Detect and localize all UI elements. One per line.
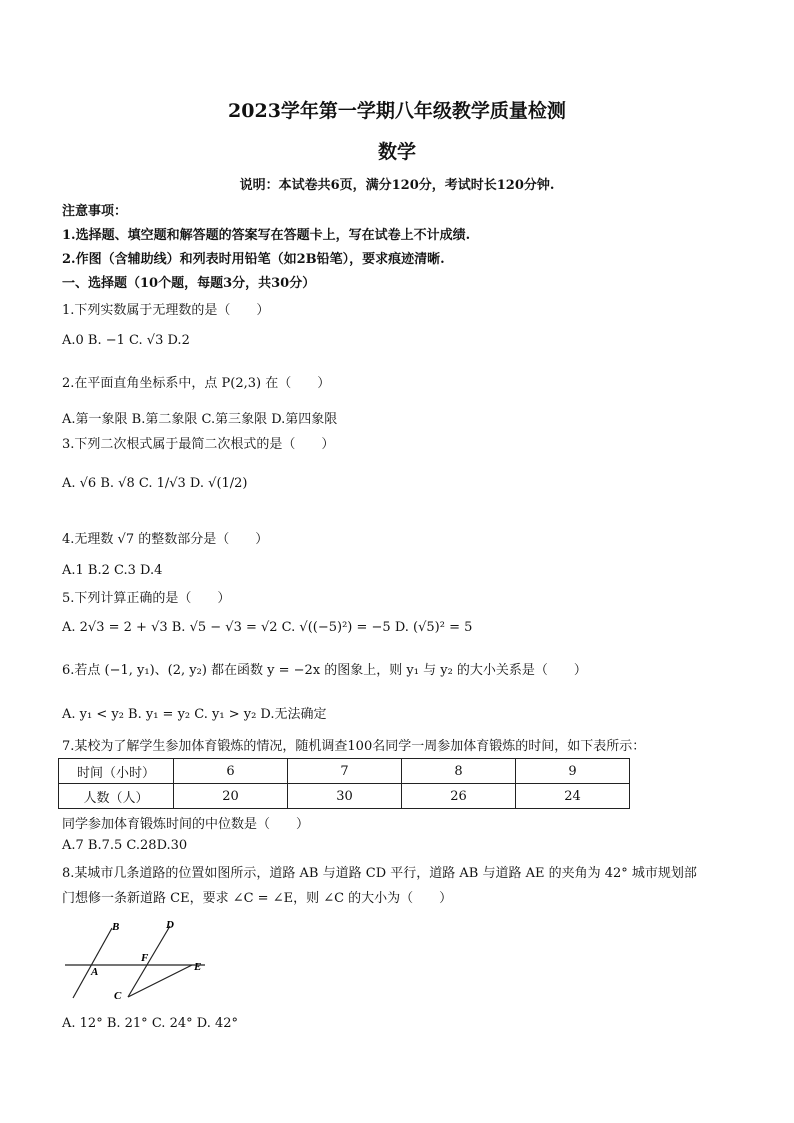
table-cell: 7 <box>288 759 402 784</box>
table-row <box>59 759 630 784</box>
figure-label-f: F <box>141 952 149 964</box>
question-1-stem: 1.下列实数属于无理数的是（ ） <box>62 303 270 318</box>
table-cell: 6 <box>174 759 288 784</box>
question-4-options: A.1 B.2 C.3 D.4 <box>62 563 163 578</box>
table-cell: 人数（人） <box>59 784 174 809</box>
table-row <box>59 784 630 809</box>
figure-label-b: B <box>112 921 120 933</box>
question-1-options: A.0 B. −1 C. √3 D.2 <box>62 333 190 348</box>
question-7-stem: 7.某校为了解学生参加体育锻炼的情况，随机调查100名同学一周参加体育锻炼的时间，如下表所示： <box>62 739 646 754</box>
question-8-stem: 8.某城市几条道路的位置如图所示，道路 AB 与道路 CD 平行，道路 AB 与道路 AE 的夹角为 42° 城市规划部 <box>62 866 697 881</box>
table-cell: 30 <box>288 784 402 809</box>
notice-heading: 注意事项： <box>62 204 128 219</box>
road-line-ab <box>73 928 112 998</box>
table-cell: 9 <box>516 759 630 784</box>
table-cell: 8 <box>402 759 516 784</box>
question-6-stem: 6.若点 (−1, y₁)、(2, y₂) 都在函数 y = −2x 的图象上，则 y₁ 与 y₂ 的大小关系是（ ） <box>62 663 587 678</box>
question-2-options: A.第一象限 B.第二象限 C.第三象限 D.第四象限 <box>62 412 338 427</box>
question-3-stem: 3.下列二次根式属于最简二次根式的是（ ） <box>62 437 335 452</box>
section-1-title: 一、选择题（10个题，每题3分，共30分） <box>62 276 316 291</box>
table-cell: 20 <box>174 784 288 809</box>
question-2-stem: 2.在平面直角坐标系中，点 P(2,3) 在（ ） <box>62 376 331 391</box>
subject-title: 数学 <box>377 141 416 163</box>
exercise-time-table <box>58 758 630 809</box>
table-cell: 时间（小时） <box>59 759 174 784</box>
figure-label-d: D <box>166 919 174 931</box>
figure-label-c: C <box>114 990 122 1002</box>
question-7-options: A.7 B.7.5 C.28D.30 <box>62 838 188 853</box>
question-5-options: A. 2√3 = 2 + √3 B. √5 − √3 = √2 C. √((−5)²) = −5 D. (√5)² = 5 <box>62 620 473 635</box>
figure-label-a: A <box>91 966 99 978</box>
question-8-options: A. 12° B. 21° C. 24° D. 42° <box>62 1016 239 1031</box>
question-8-stem-2: 门想修一条新道路 CE，要求 ∠C = ∠E，则 ∠C 的大小为（ ） <box>62 891 453 906</box>
exam-title: 2023学年第一学期八年级教学质量检测 <box>228 100 566 122</box>
question-5-stem: 5.下列计算正确的是（ ） <box>62 591 231 606</box>
table-cell: 26 <box>402 784 516 809</box>
question-4-stem: 4.无理数 √7 的整数部分是（ ） <box>62 532 269 547</box>
road-figure <box>60 918 220 1008</box>
table-cell: 24 <box>516 784 630 809</box>
exam-note: 说明：本试卷共6页，满分120分，考试时长120分钟. <box>239 178 555 193</box>
figure-label-e: E <box>194 961 202 973</box>
question-3-options: A. √6 B. √8 C. 1/√3 D. √(1/2) <box>62 476 248 491</box>
question-7-followup: 同学参加体育锻炼时间的中位数是（ ） <box>62 817 310 832</box>
notice-item-2: 2.作图（含辅助线）和列表时用铅笔（如2B铅笔），要求痕迹清晰. <box>62 252 445 267</box>
notice-item-1: 1.选择题、填空题和解答题的答案写在答题卡上，写在试卷上不计成绩. <box>62 228 471 243</box>
question-6-options: A. y₁ < y₂ B. y₁ = y₂ C. y₁ > y₂ D.无法确定 <box>62 707 327 722</box>
